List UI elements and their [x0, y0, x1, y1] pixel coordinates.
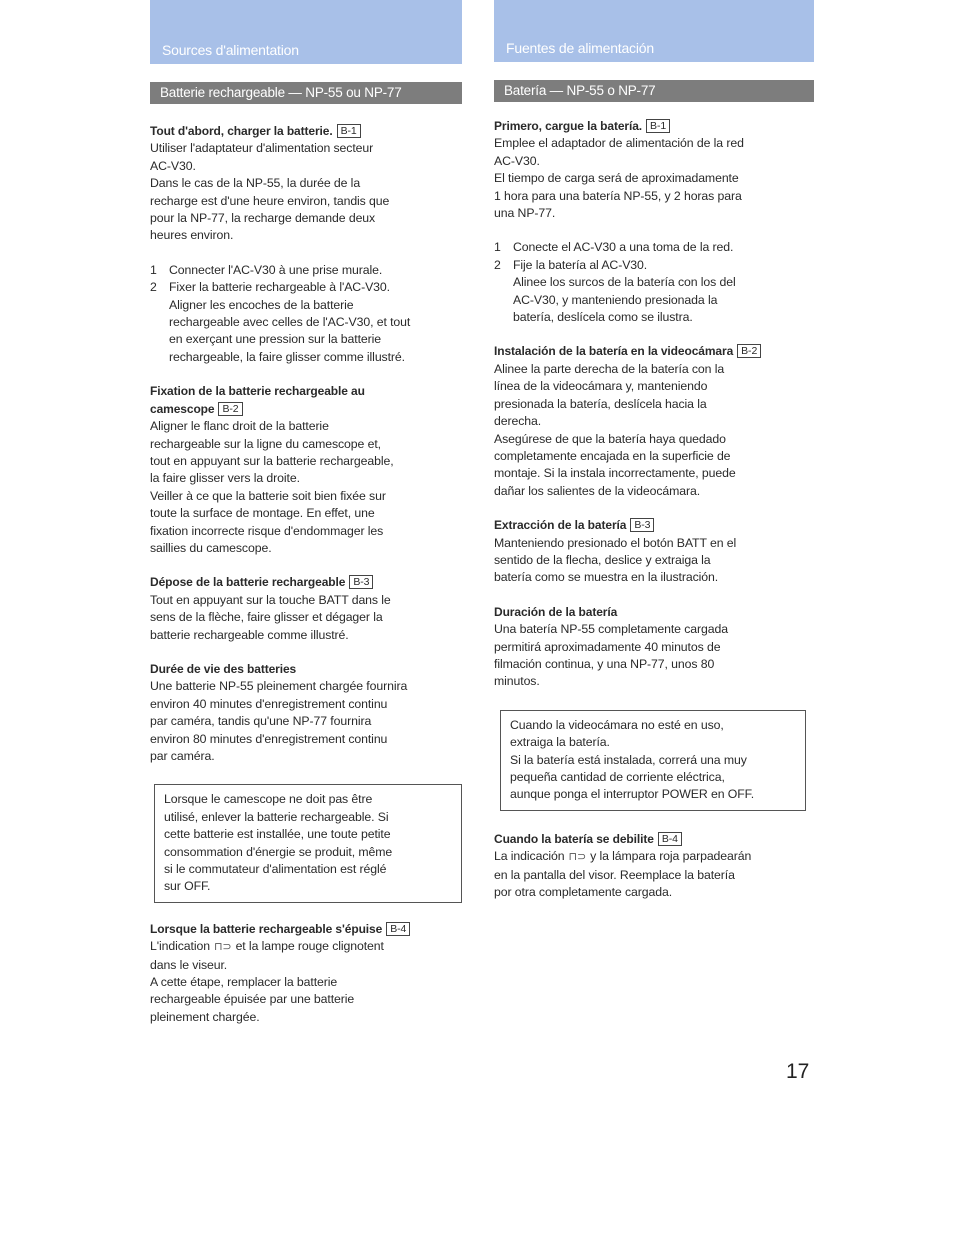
es-content	[494, 118, 814, 901]
fr-step-number: 2	[150, 280, 157, 295]
es-instalacion-line: presionada la batería, deslícela hacia la	[494, 396, 707, 411]
fr-fixation-line: Aligner le flanc droit de la batterie	[150, 419, 329, 434]
es-instalacion-line: montaje. Si la instala incorrectamente, puede	[494, 466, 736, 481]
es-duracion-line: filmación continua, y una NP-77, unos 80	[494, 656, 715, 671]
fr-charge-line: AC-V30.	[150, 158, 196, 173]
fr-duree-heading: Durée de vie des batteries	[150, 661, 297, 676]
es-extraccion-line: Manteniendo presionado el botón BATT en el	[494, 535, 737, 550]
es-extraccion-line: sentido de la flecha, deslice y extraiga la	[494, 552, 711, 567]
fr-duree-line: environ 80 minutes d'enregistrement continu	[150, 731, 388, 746]
fr-charge-line: Utiliser l'adaptateur d'alimentation secteur	[150, 141, 374, 156]
es-duracion-line: Una batería NP-55 completamente cargada	[494, 622, 728, 637]
es-instalacion-line: Asegúrese de que la batería haya quedado	[494, 431, 726, 446]
es-debilite-ref: B-4	[658, 832, 682, 846]
es-note-box	[500, 710, 806, 811]
es-instalacion-line: completamente encajada en la superficie de	[494, 448, 731, 463]
fr-section-title: Batterie rechargeable — NP-55 ou NP-77	[150, 82, 462, 104]
es-note-line: pequeña cantidad de corriente eléctrica,	[510, 770, 725, 784]
es-header-bar	[494, 0, 814, 62]
fr-epuise-line: dans le viseur.	[150, 957, 228, 972]
fr-step-number: 1	[150, 262, 157, 277]
fr-note-line: Lorsque le camescope ne doit pas être	[164, 792, 373, 807]
es-step-line: Alinee los surcos de la batería con los del	[513, 275, 736, 290]
fr-step-1	[150, 262, 462, 279]
es-step-2	[494, 257, 814, 327]
es-debilite-line: en la pantalla del visor. Reemplace la batería	[494, 867, 735, 882]
fr-step-line: rechargeable avec celles de l'AC-V30, et tout	[169, 315, 411, 330]
fr-depose-line: batterie rechargeable comme illustré.	[150, 627, 349, 642]
fr-epuise-heading: Lorsque la batterie rechargeable s'épuise	[150, 921, 383, 936]
es-extraccion-ref: B-3	[630, 518, 654, 532]
es-charge-line: El tiempo de carga será de aproximadamente	[494, 171, 739, 186]
battery-empty-icon: ⊓⊃	[568, 851, 587, 864]
es-charge-ref: B-1	[646, 119, 670, 133]
fr-fixation-ref: B-2	[218, 402, 242, 416]
fr-depose-ref: B-3	[349, 575, 373, 589]
fr-duree-line: par caméra.	[150, 749, 215, 763]
es-instalacion-line: línea de la videocámara y, manteniendo	[494, 379, 708, 394]
fr-epuise-text: L'indication	[150, 939, 210, 954]
es-step-line: AC-V30, y manteniendo presionada la	[513, 292, 718, 307]
es-charge-line: Emplee el adaptador de alimentación de la red	[494, 136, 744, 151]
es-duracion-heading: Duración de la batería	[494, 604, 618, 619]
fr-depose-line: sens de la flèche, faire glisser et dégager la	[150, 610, 383, 625]
es-debilite-line: por otra completamente cargada.	[494, 885, 673, 900]
fr-fixation-line: la faire glisser vers la droite.	[150, 471, 300, 486]
fr-charge-heading: Tout d'abord, charger la batterie.	[150, 124, 333, 138]
es-step-number: 2	[494, 257, 501, 272]
fr-step-2	[150, 279, 462, 366]
fr-epuise-ref: B-4	[386, 922, 410, 936]
fr-step-line: Connecter l'AC-V30 à une prise murale.	[169, 262, 383, 277]
fr-note-line: sur OFF.	[164, 879, 211, 894]
es-debilite-text: y la lámpara roja parpadearán	[590, 849, 752, 864]
fr-fixation-line: toute la surface de montage. En effet, une	[150, 506, 375, 521]
es-instalacion-ref: B-2	[737, 344, 761, 358]
fr-epuise-text: et la lampe rouge clignotent	[235, 939, 384, 954]
fr-fixation-heading: Fixation de la batterie rechargeable au	[150, 384, 365, 399]
es-instalacion-line: dañar los salientes de la videocámara.	[494, 483, 701, 498]
es-instalacion-line: derecha.	[494, 414, 542, 429]
es-step-line: Conecte el AC-V30 a una toma de la red.	[513, 240, 734, 255]
es-step-line: Fije la batería al AC-V30.	[513, 257, 648, 272]
fr-epuise-line: pleinement chargée.	[150, 1009, 260, 1024]
fr-content	[150, 123, 462, 1026]
es-extraccion-heading: Extracción de la batería	[494, 518, 627, 533]
es-debilite-heading: Cuando la batería se debilite	[494, 831, 654, 846]
fr-note-line: utilisé, enlever la batterie rechargeable. Si	[164, 809, 389, 824]
fr-fixation-line: Veiller à ce que la batterie soit bien fixée sur	[150, 488, 386, 503]
battery-empty-icon: ⊓⊃	[213, 941, 232, 954]
es-charge-line: una NP-77.	[494, 206, 556, 221]
fr-fixation-line: rechargeable sur la ligne du camescope et,	[150, 436, 381, 451]
es-note-line: Si la batería está instalada, correrá una muy	[510, 752, 747, 767]
fr-step-line: Fixer la batterie rechargeable à l'AC-V30.	[169, 280, 390, 295]
fr-step-line: en exerçant une pression sur la batterie	[169, 332, 382, 347]
fr-header-title: Sources d'alimentation	[162, 42, 299, 58]
fr-epuise-line: A cette étape, remplacer la batterie	[150, 975, 338, 990]
fr-charge-line: Dans le cas de la NP-55, la durée de la	[150, 176, 361, 191]
fr-header-bar	[150, 0, 462, 64]
fr-step-line: rechargeable, la faire glisser comme illustré.	[169, 349, 405, 364]
fr-duree-line: Une batterie NP-55 pleinement chargée fournira	[150, 679, 408, 694]
es-charge-line: AC-V30.	[494, 153, 540, 168]
fr-note-box	[154, 784, 462, 902]
es-charge-line: 1 hora para una batería NP-55, y 2 horas para	[494, 188, 742, 203]
es-debilite-text: La indicación	[494, 849, 565, 864]
fr-depose-heading: Dépose de la batterie rechargeable	[150, 575, 346, 590]
fr-depose-line: Tout en appuyant sur la touche BATT dans le	[150, 592, 391, 607]
fr-duree-line: environ 40 minutes d'enregistrement continu	[150, 696, 388, 711]
fr-note-line: si le commutateur d'alimentation est réglé	[164, 862, 387, 877]
fr-fixation-line: fixation incorrecte risque d'endommager les	[150, 523, 384, 538]
es-duracion-line: permitirá aproximadamente 40 minutos de	[494, 639, 721, 654]
fr-duree-line: par caméra, tandis qu'une NP-77 fournira	[150, 714, 372, 729]
page-number: 17	[786, 1060, 810, 1083]
spanish-column	[494, 0, 814, 901]
es-section-title: Batería — NP-55 o NP-77	[494, 80, 814, 102]
es-duracion-line: minutos.	[494, 674, 540, 689]
es-header-title: Fuentes de alimentación	[506, 40, 654, 56]
fr-note-line: consommation d'énergie se produit, même	[164, 844, 393, 859]
fr-epuise-line: rechargeable épuisée par une batterie	[150, 992, 355, 1007]
es-charge-heading: Primero, cargue la batería.	[494, 119, 643, 133]
fr-charge-line: recharge est d'une heure environ, tandis que	[150, 193, 390, 208]
fr-charge-line: heures environ.	[150, 228, 234, 243]
es-step-number: 1	[494, 240, 501, 255]
es-instalacion-line: Alinee la parte derecha de la batería con la	[494, 361, 725, 376]
fr-step-line: Aligner les encoches de la batterie	[169, 297, 354, 312]
fr-note-line: cette batterie est installée, une toute petite	[164, 827, 391, 842]
es-step-line: batería, deslícela como se ilustra.	[513, 310, 693, 325]
fr-fixation-line: tout en appuyant sur la batterie rechargeable,	[150, 453, 394, 468]
es-extraccion-line: batería como se muestra en la ilustración.	[494, 570, 719, 585]
fr-fixation-heading-2: camescope	[150, 401, 215, 416]
es-step-1	[494, 239, 814, 256]
es-note-line: extraiga la batería.	[510, 735, 610, 750]
fr-charge-line: pour la NP-77, la recharge demande deux	[150, 211, 376, 226]
fr-charge-ref: B-1	[337, 124, 361, 138]
french-column	[150, 0, 462, 1026]
es-note-line: Cuando la videocámara no esté en uso,	[510, 717, 724, 732]
es-note-line: aunque ponga el interruptor POWER en OFF.	[510, 787, 755, 802]
es-instalacion-heading: Instalación de la batería en la videocámara	[494, 344, 734, 359]
fr-fixation-line: saillies du camescope.	[150, 540, 272, 555]
